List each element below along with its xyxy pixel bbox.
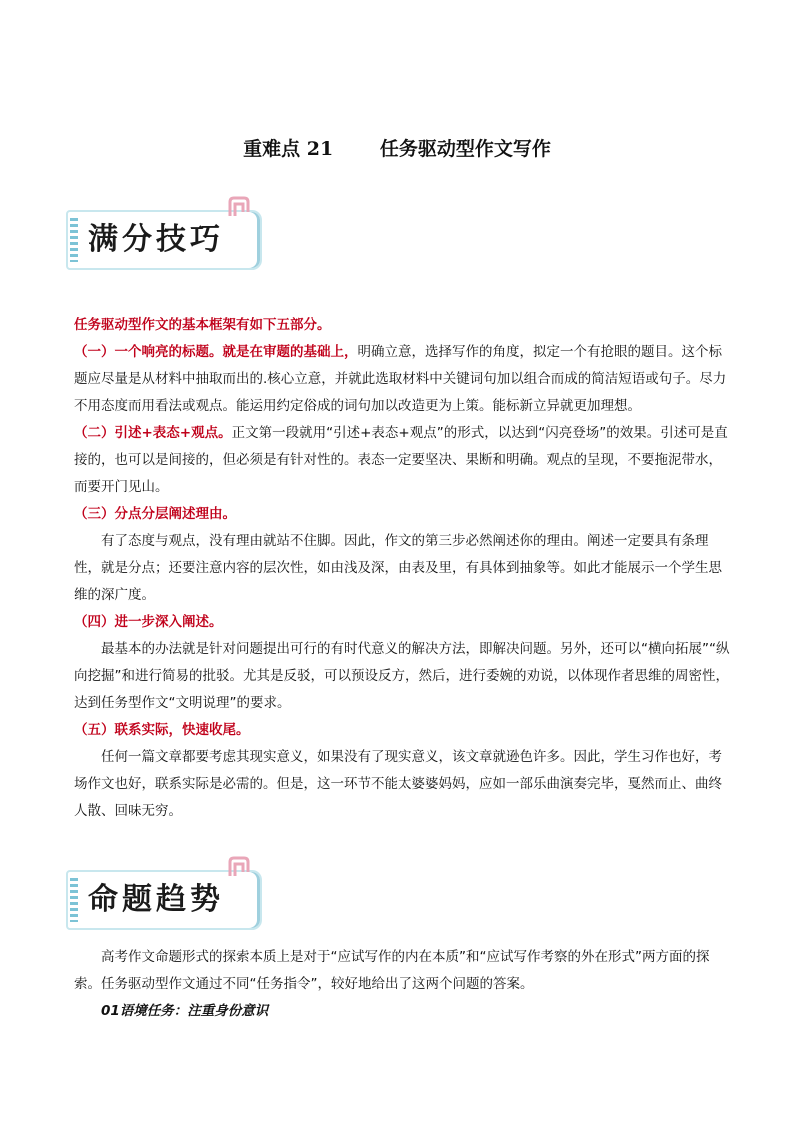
title-text: 任务驱动型作文写作 <box>379 138 551 160</box>
intro-line: 任务驱动型作文的基本框架有如下五部分。 <box>74 317 331 333</box>
point-1 <box>74 339 734 420</box>
point-5-heading: （五）联系实际，快速收尾。 <box>74 722 250 738</box>
trend-text: 高考作文命题形式的探索本质上是对于“应试写作的内在本质”和“应试写作考察的外在形式”两方面的探索。任务驱动型作文通过不同“任务指令”，较好地给出了这两个问题的答案。 <box>74 949 710 992</box>
banner-label: 满分技巧 <box>88 222 224 257</box>
point-2-heading: （二）引述+表态+观点。 <box>74 425 232 441</box>
point-1-heading: （一）一个响亮的标题。 <box>74 344 223 360</box>
paperclip-icon <box>226 856 252 878</box>
subheading-1 <box>101 998 734 1025</box>
point-4-heading: （四）进一步深入阐述。 <box>74 614 223 630</box>
skills-section <box>74 312 734 825</box>
banner-proposition-trends <box>66 864 266 932</box>
banner-full-marks-tips <box>66 204 266 272</box>
point-3-heading: （三）分点分层阐述理由。 <box>74 506 236 522</box>
title-number: 重难点 21 <box>243 138 334 160</box>
point-1-text: 明确立意，选择写作的角度，拟定一个有抢眼的题目。这个标题应尽量是从材料中抽取而出的.核心立意，并就此选取材料中关键词句加以组合而成的简洁短语或句子。尽力不用态度而用看法或观点。能运用约定俗成的词句加以改造更为上策。能标新立异就更加理想。 <box>74 344 727 414</box>
subheading-1-text: 语境任务：注重身份意识 <box>119 1003 269 1019</box>
subheading-1-number: 01 <box>101 1003 120 1019</box>
point-1-heading-2: 就是在审题的基础上， <box>222 344 358 360</box>
point-2 <box>74 420 734 501</box>
point-4-text: 最基本的办法就是针对问题提出可行的有时代意义的解决方法，即解决问题。另外，还可以“横向拓展”“纵向挖掘”和进行简易的批驳。尤其是反驳，可以预设反方，然后，进行委婉的劝说，以体现作者思维的周密性，达到任务型作文“文明说理”的要求。 <box>74 641 730 711</box>
trends-section <box>74 944 734 1025</box>
point-2-text: 正文第一段就用“引述+表态+观点”的形式，以达到“闪亮登场”的效果。引述可是直接的，也可以是间接的，但必须是有针对性的。表态一定要坚决、果断和明确。观点的呈现，不要拖泥带水，而要开门见山。 <box>74 425 728 495</box>
page-title <box>0 134 794 161</box>
point-5-text: 任何一篇文章都要考虑其现实意义，如果没有了现实意义，该文章就逊色许多。因此，学生习作也好，考场作文也好，联系实际是必需的。但是，这一环节不能太婆婆妈妈，应如一部乐曲演奏完毕，戛然而止、曲终人散、回味无穷。 <box>74 749 722 819</box>
point-3-text: 有了态度与观点，没有理由就站不住脚。因此，作文的第三步必然阐述你的理由。阐述一定要具有条理性，就是分点；还要注意内容的层次性，如由浅及深，由表及里，有具体到抽象等。如此才能展示一个学生思维的深广度。 <box>74 533 722 603</box>
paperclip-icon <box>226 196 252 218</box>
banner-label: 命题趋势 <box>88 882 224 917</box>
